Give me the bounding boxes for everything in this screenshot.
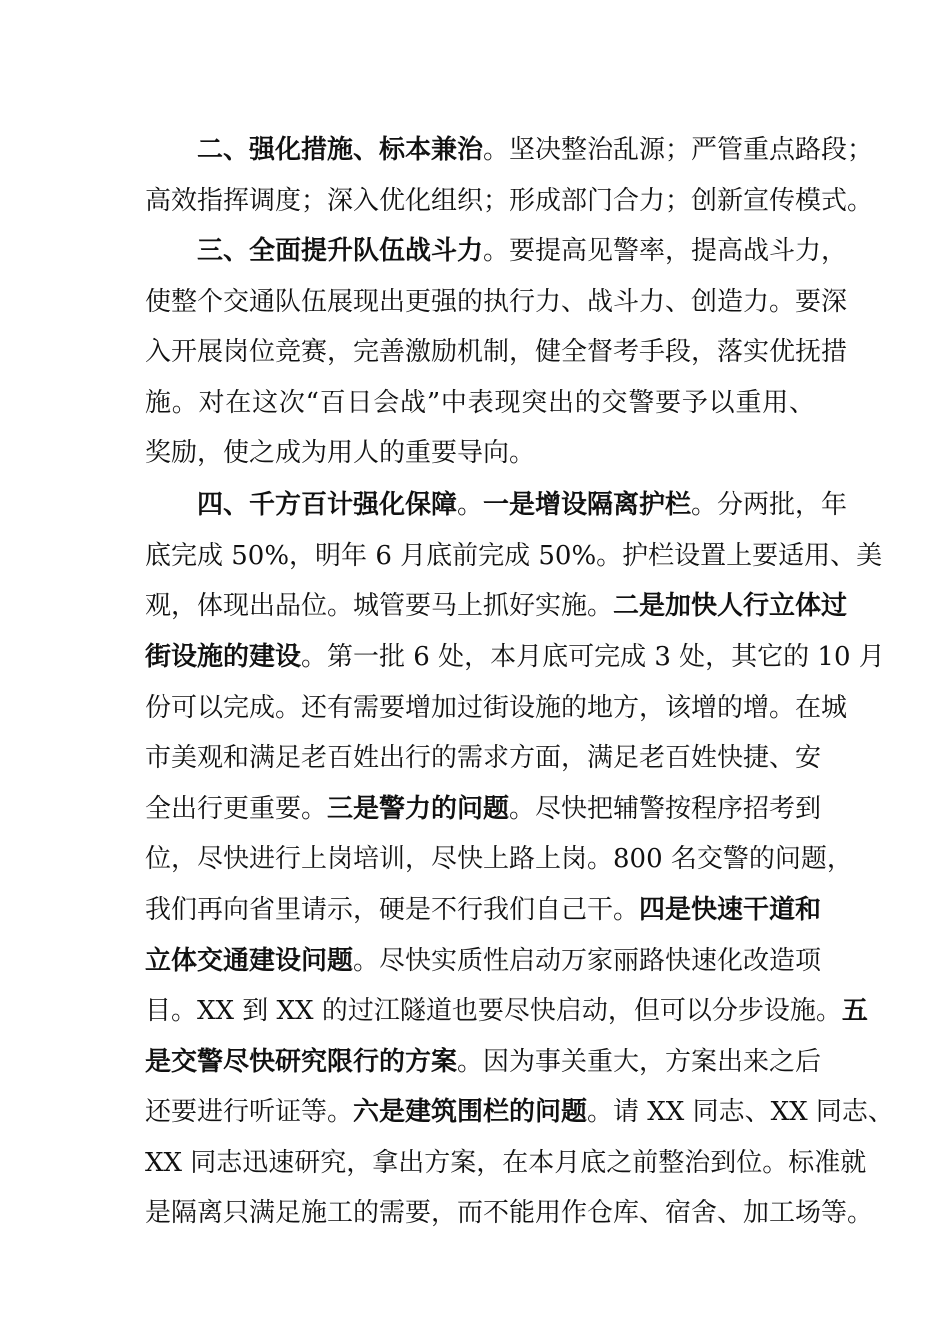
text-segment: 使整个交通队伍展现出更强的执行力、战斗力、创造力。要深: [145, 287, 848, 317]
text-segment: 奖励，使之成为用人的重要导向。: [145, 438, 536, 468]
text-segment: 。请 XX 同志、XX 同志、: [587, 1097, 894, 1127]
bold-text-segment: 五: [841, 996, 868, 1026]
paragraph-1-line-1: [197, 130, 874, 170]
text-segment: 观，体现出品位。城管要马上抓好实施。: [145, 591, 614, 621]
paragraph-3-line-4: [145, 637, 885, 677]
bold-text-segment: 二是加快人行立体过: [613, 591, 848, 621]
text-segment: 。尽快把辅警按程序招考到: [509, 794, 822, 824]
paragraph-3-line-3: [145, 586, 848, 626]
text-segment: 入开展岗位竞赛，完善激励机制，健全督考手段，落实优抚措: [145, 337, 848, 367]
bold-text-segment: 是交警尽快研究限行的方案: [145, 1047, 458, 1077]
bold-text-segment: 三、全面提升队伍战斗力: [197, 236, 484, 266]
text-segment: 高效指挥调度；深入优化组织；形成部门合力；创新宣传模式。: [145, 186, 874, 216]
text-segment: 。因为事关重大，方案出来之后: [457, 1047, 822, 1077]
text-segment: 。第一批 6 处，本月底可完成 3 处，其它的 10 月: [301, 642, 885, 672]
bold-text-segment: 四、千方百计强化保障: [197, 490, 458, 520]
paragraph-2-line-1: [197, 231, 848, 271]
paragraph-3-line-12: [145, 1042, 822, 1082]
text-segment: 我们再向省里请示，硬是不行我们自己干。: [145, 895, 640, 925]
paragraph-3-line-8: [145, 839, 853, 879]
text-segment: 。要提高见警率，提高战斗力，: [483, 236, 848, 266]
paragraph-2-line-4: [145, 383, 815, 423]
text-segment: XX 同志迅速研究，拿出方案，在本月底之前整治到位。标准就: [145, 1148, 867, 1178]
paragraph-3-line-14: [145, 1143, 867, 1183]
paragraph-2-line-5: [145, 433, 815, 473]
paragraph-3-line-7: [145, 789, 822, 829]
text-segment: 底完成 50%，明年 6 月底前完成 50%。护栏设置上要适用、美: [145, 541, 883, 571]
paragraph-1-line-2: [145, 181, 874, 221]
text-segment: 。尽快实质性启动万家丽路快速化改造项: [353, 946, 822, 976]
paragraph-3-line-9: [145, 890, 822, 930]
text-segment: 还要进行听证等。: [145, 1097, 354, 1127]
paragraph-3-line-6: [145, 738, 822, 778]
paragraph-3-line-11: [145, 991, 868, 1031]
bold-text-segment: 六是建筑围栏的问题: [353, 1097, 588, 1127]
text-segment: 份可以完成。还有需要增加过街设施的地方，该增的增。在城: [145, 693, 848, 723]
text-segment: 全出行更重要。: [145, 794, 328, 824]
bold-text-segment: 三是警力的问题: [327, 794, 510, 824]
paragraph-3-line-2: [145, 536, 883, 576]
paragraph-3-line-15: [145, 1193, 874, 1233]
bold-text-segment: 街设施的建设: [145, 642, 302, 672]
paragraph-3-line-1: [197, 485, 848, 525]
text-segment: 市美观和满足老百姓出行的需求方面，满足老百姓快捷、安: [145, 743, 822, 773]
text-segment: 。分两批，年: [691, 490, 848, 520]
text-segment: 是隔离只满足施工的需要，而不能用作仓库、宿舍、加工场等。: [145, 1198, 874, 1228]
paragraph-3-line-5: [145, 688, 848, 728]
bold-text-segment: 二、强化措施、标本兼治: [197, 135, 484, 165]
paragraph-2-line-3: [145, 332, 848, 372]
paragraph-3-line-10: [145, 941, 822, 981]
text-segment: 施。对在这次“百日会战”中表现突出的交警要予以重用、: [145, 388, 815, 418]
text-segment: 。: [457, 490, 484, 520]
text-segment: 目。XX 到 XX 的过江隧道也要尽快启动，但可以分步设施。: [145, 996, 842, 1026]
paragraph-3-line-13: [145, 1092, 894, 1132]
bold-text-segment: 一是增设隔离护栏: [483, 490, 692, 520]
text-segment: 位，尽快进行上岗培训，尽快上路上岗。800 名交警的问题，: [145, 844, 853, 874]
bold-text-segment: 四是快速干道和: [639, 895, 822, 925]
paragraph-2-line-2: [145, 282, 848, 322]
text-segment: 。坚决整治乱源；严管重点路段；: [483, 135, 874, 165]
bold-text-segment: 立体交通建设问题: [145, 946, 354, 976]
